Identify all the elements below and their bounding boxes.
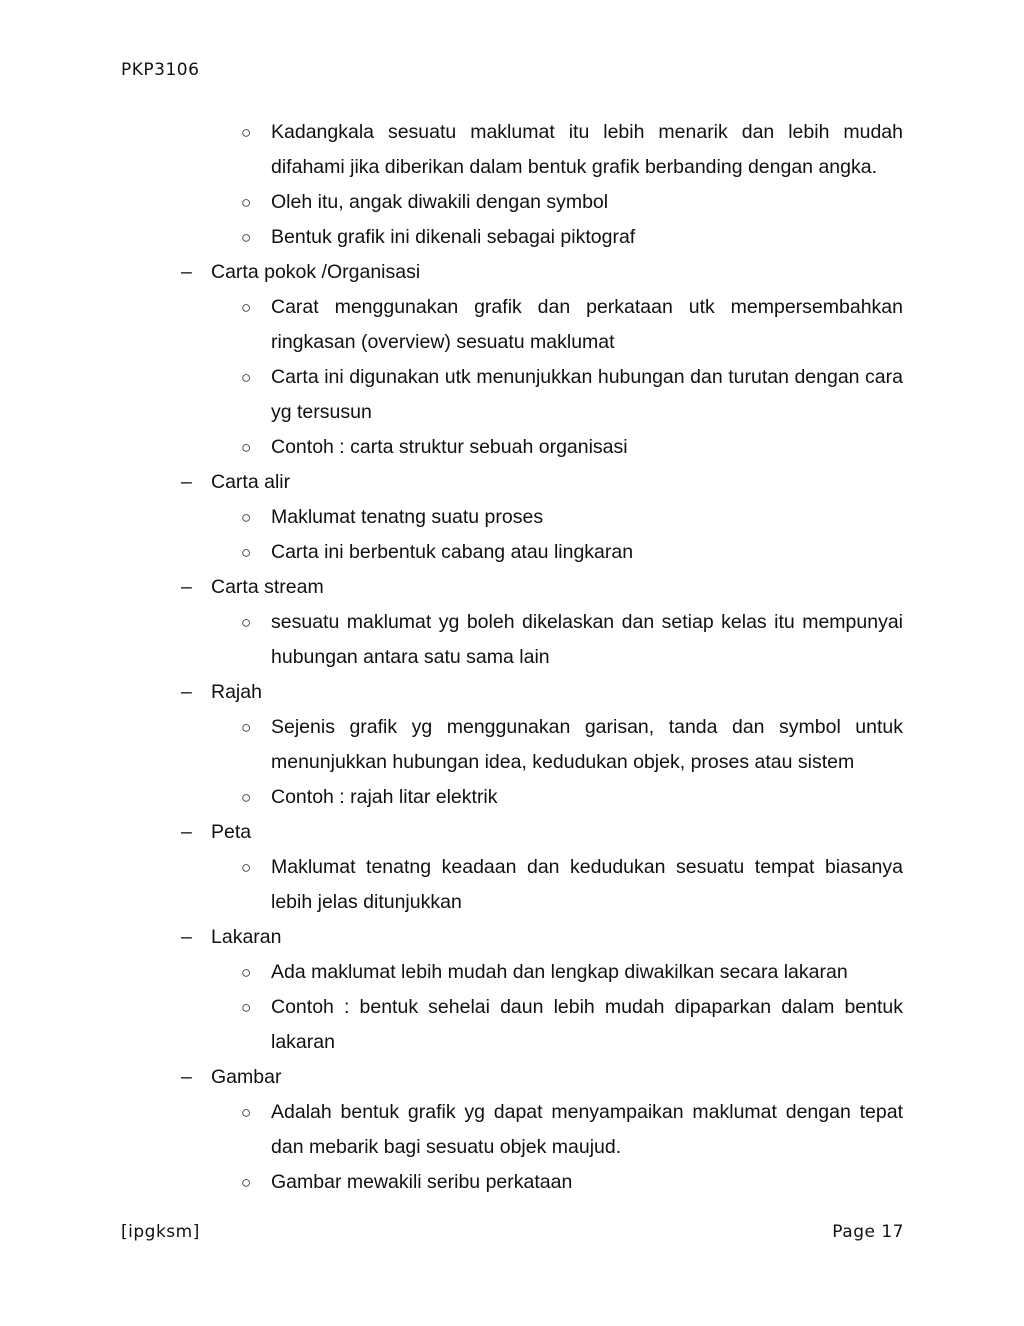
circle-bullet-icon: ○ — [241, 508, 252, 527]
item-text: Carta ini digunakan utk menunjukkan hubungan dan turutan dengan cara yg tersusun — [271, 366, 903, 423]
page-footer — [121, 1222, 904, 1242]
item-text: Maklumat tenatng keadaan dan kedudukan sesuatu tempat biasanya lebih jelas ditunjukkan — [271, 856, 903, 913]
circle-bullet-icon: ○ — [241, 1173, 252, 1192]
dash-bullet: – — [181, 576, 192, 598]
circle-bullet-icon: ○ — [241, 718, 252, 737]
circle-bullet-icon: ○ — [241, 123, 252, 142]
dash-bullet: – — [181, 1066, 192, 1088]
sub-item — [0, 220, 1024, 255]
item-text: sesuatu maklumat yg boleh dikelaskan dan setiap kelas itu mempunyai hubungan antara satu sama lain — [271, 611, 903, 668]
topic-item — [0, 570, 1024, 605]
topic-item — [0, 465, 1024, 500]
circle-bullet-icon: ○ — [241, 858, 252, 877]
circle-bullet-icon: ○ — [241, 368, 252, 387]
sub-item — [0, 185, 1024, 220]
sub-item — [0, 955, 1024, 990]
sub-item — [0, 1095, 1024, 1165]
dash-bullet: – — [181, 926, 192, 948]
item-text: Contoh : bentuk sehelai daun lebih mudah dipaparkan dalam bentuk lakaran — [271, 996, 903, 1053]
item-text: Carta alir — [211, 471, 291, 493]
sub-item — [0, 710, 1024, 780]
circle-bullet-icon: ○ — [241, 438, 252, 457]
dash-bullet: – — [181, 681, 192, 703]
sub-item — [0, 115, 1024, 185]
topic-item — [0, 1060, 1024, 1095]
dash-bullet: – — [181, 471, 192, 493]
circle-bullet-icon: ○ — [241, 963, 252, 982]
document-body — [0, 115, 1024, 1200]
footer-institution: [ipgksm] — [121, 1222, 200, 1242]
topic-item — [0, 920, 1024, 955]
sub-item — [0, 1165, 1024, 1200]
item-text: Adalah bentuk grafik yg dapat menyampaikan maklumat dengan tepat dan mebarik bagi sesuatu objek maujud. — [271, 1101, 903, 1158]
circle-bullet-icon: ○ — [241, 193, 252, 212]
circle-bullet-icon: ○ — [241, 298, 252, 317]
page-number: Page 17 — [832, 1222, 904, 1242]
circle-bullet-icon: ○ — [241, 1103, 252, 1122]
sub-item — [0, 535, 1024, 570]
circle-bullet-icon: ○ — [241, 228, 252, 247]
item-text: Carta stream — [211, 576, 324, 598]
page-header-code: PKP3106 — [121, 60, 200, 80]
item-text: Gambar mewakili seribu perkataan — [271, 1171, 573, 1193]
sub-item — [0, 290, 1024, 360]
item-text: Oleh itu, angak diwakili dengan symbol — [271, 191, 609, 213]
item-text: Lakaran — [211, 926, 282, 948]
item-text: Contoh : rajah litar elektrik — [271, 786, 498, 808]
circle-bullet-icon: ○ — [241, 543, 252, 562]
item-text: Carat menggunakan grafik dan perkataan utk mempersembahkan ringkasan (overview) sesuatu maklumat — [271, 296, 903, 353]
sub-item — [0, 990, 1024, 1060]
circle-bullet-icon: ○ — [241, 788, 252, 807]
dash-bullet: – — [181, 821, 192, 843]
item-text: Sejenis grafik yg menggunakan garisan, tanda dan symbol untuk menunjukkan hubungan idea, kedudukan objek, proses atau sistem — [271, 716, 903, 773]
item-text: Carta ini berbentuk cabang atau lingkaran — [271, 541, 634, 563]
sub-item — [0, 430, 1024, 465]
sub-item — [0, 850, 1024, 920]
topic-item — [0, 675, 1024, 710]
item-text: Kadangkala sesuatu maklumat itu lebih menarik dan lebih mudah difahami jika diberikan dalam bentuk grafik berbanding dengan angka. — [271, 121, 903, 178]
item-text: Ada maklumat lebih mudah dan lengkap diwakilkan secara lakaran — [271, 961, 848, 983]
item-text: Contoh : carta struktur sebuah organisasi — [271, 436, 628, 458]
item-text: Peta — [211, 821, 252, 843]
sub-item — [0, 360, 1024, 430]
item-text: Gambar — [211, 1066, 282, 1088]
item-text: Maklumat tenatng suatu proses — [271, 506, 544, 528]
sub-item — [0, 780, 1024, 815]
circle-bullet-icon: ○ — [241, 613, 252, 632]
item-text: Bentuk grafik ini dikenali sebagai piktograf — [271, 226, 636, 248]
item-text: Rajah — [211, 681, 262, 703]
sub-item — [0, 605, 1024, 675]
topic-item — [0, 815, 1024, 850]
sub-item — [0, 500, 1024, 535]
item-text: Carta pokok /Organisasi — [211, 261, 421, 283]
dash-bullet: – — [181, 261, 192, 283]
topic-item — [0, 255, 1024, 290]
circle-bullet-icon: ○ — [241, 998, 252, 1017]
